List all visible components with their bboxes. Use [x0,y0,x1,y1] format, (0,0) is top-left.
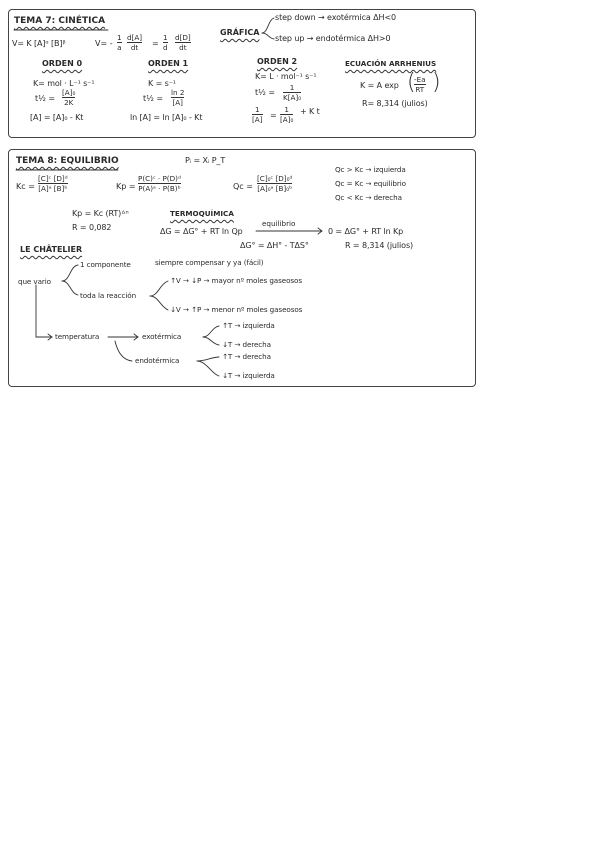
chatelier-endotermica: endotérmica [135,356,180,365]
chatelier-componente-result: siempre compensar y ya (fácil) [155,258,264,267]
orden1-title: ORDEN 1 [148,59,189,68]
orden2-units: K= L · mol⁻¹ s⁻¹ [255,72,317,81]
orden0-title: ORDEN 0 [42,59,83,68]
gibbs-standard: ΔG° = ΔH° - TΔS° [240,241,309,250]
orden2-integrated-eq: = [270,111,277,120]
chatelier-endo-up: ↑T → derecha [222,352,271,361]
orden0-half-life-lhs: t½ = [35,94,56,103]
rate-def-frac2: d[A] dt [127,33,143,53]
rate-def-frac4: d[D] dt [175,33,191,53]
orden2-half-life-lhs: t½ = [255,88,276,97]
orden1-half-life-lhs: t½ = [143,94,164,103]
arrhenius-paren-right: ) [432,70,441,95]
rate-def-frac3: 1 d [163,33,168,53]
arrhenius-constant: R= 8,314 (julios) [362,99,428,108]
grafica-step-down: step down → exotérmica ΔH<0 [275,13,397,22]
rate-def-v: V= - [95,39,113,48]
rate-law: V= K [A]ᵅ [B]ᵝ [12,39,66,48]
orden1-units: K = s⁻¹ [148,79,176,88]
grafica-label: GRÁFICA [220,28,260,37]
gibbs-equation: ΔG = ΔG° + RT ln Qp [160,227,243,236]
r-value: R = 0,082 [72,223,112,232]
chatelier-vol-up: ↑V → ↓P → mayor nº moles gaseosos [170,276,302,285]
chatelier-vol-down: ↓V → ↑P → menor nº moles gaseosos [170,305,303,314]
orden2-half-life-frac: 1 K[A]₀ [283,83,302,103]
orden1-integrated: ln [A] = ln [A]₀ - Kt [130,113,203,122]
qc-rule-equilibrio: Qc = Kc → equilibrio [335,179,406,188]
orden2-integrated-tail: + K t [300,107,320,116]
partial-pressure: Pᵢ = Xᵢ P_T [185,156,226,165]
orden0-units: K= mol · L⁻¹ s⁻¹ [33,79,95,88]
orden1-half-life-frac: ln 2 [A] [171,88,185,108]
rate-def-eq: = [152,39,159,48]
chatelier-exotermica: exotérmica [142,332,182,341]
tema7-title: TEMA 7: CINÉTICA [14,16,106,26]
kc-lhs: Kc = [16,182,35,191]
arrhenius-paren-left: ( [407,70,416,95]
arrhenius-exp-frac: -Ea RT [414,75,426,95]
chatelier-exo-up: ↑T → izquierda [222,321,275,330]
chatelier-temperatura: temperatura [55,332,100,341]
termoquimica-title: TERMOQUÍMICA [170,209,234,218]
orden0-integrated: [A] = [A]₀ - Kt [30,113,84,122]
qc-rule-izquierda: Qc > Kc → izquierda [335,165,406,174]
qc-frac: [C]₀ᶜ [D]₀ᵈ [A]₀ᵃ [B]₀ᵇ [257,174,293,194]
arrhenius-formula: K = A exp [360,81,399,90]
chatelier-componente: 1 componente [80,260,131,269]
qc-rule-derecha: Qc < Kc → derecha [335,193,402,202]
tema8-title: TEMA 8: EQUILIBRIO [16,156,119,166]
qc-lhs: Qc = [233,182,253,191]
chatelier-exo-down: ↓T → derecha [222,340,271,349]
orden2-integrated-frac1: 1 [A] [252,105,263,125]
orden2-integrated-frac2: 1 [A]₀ [280,105,294,125]
r-julios: R = 8,314 (julios) [345,241,414,250]
orden0-half-life-frac: [A]₀ 2K [62,88,76,108]
chatelier-endo-down: ↓T → izquierda [222,371,275,380]
chatelier-toda-reaccion: toda la reacción [80,291,137,300]
rate-def-frac1: 1 a [117,33,122,53]
gibbs-equilibrium: 0 = ΔG° + RT ln Kp [328,227,404,236]
kc-frac: [C]ᶜ [D]ᵈ [A]ᵃ [B]ᵇ [38,174,68,194]
chatelier-title: LE CHÂTELIER [20,245,83,254]
kp-kc-relation: Kp = Kc (RT)ᐞⁿ [72,209,129,218]
chatelier-root: que vario [18,277,51,286]
kp-lhs: Kp = [116,182,136,191]
arrhenius-title: ECUACIÓN ARRHENIUS [345,59,437,68]
orden2-title: ORDEN 2 [257,57,298,66]
grafica-step-up: step up → endotérmica ΔH>0 [275,34,391,43]
equilibrio-label: equilibrio [262,219,296,228]
kp-frac: P(C)ᶜ · P(D)ᵈ P(A)ᵃ · P(B)ᵇ [138,174,181,194]
